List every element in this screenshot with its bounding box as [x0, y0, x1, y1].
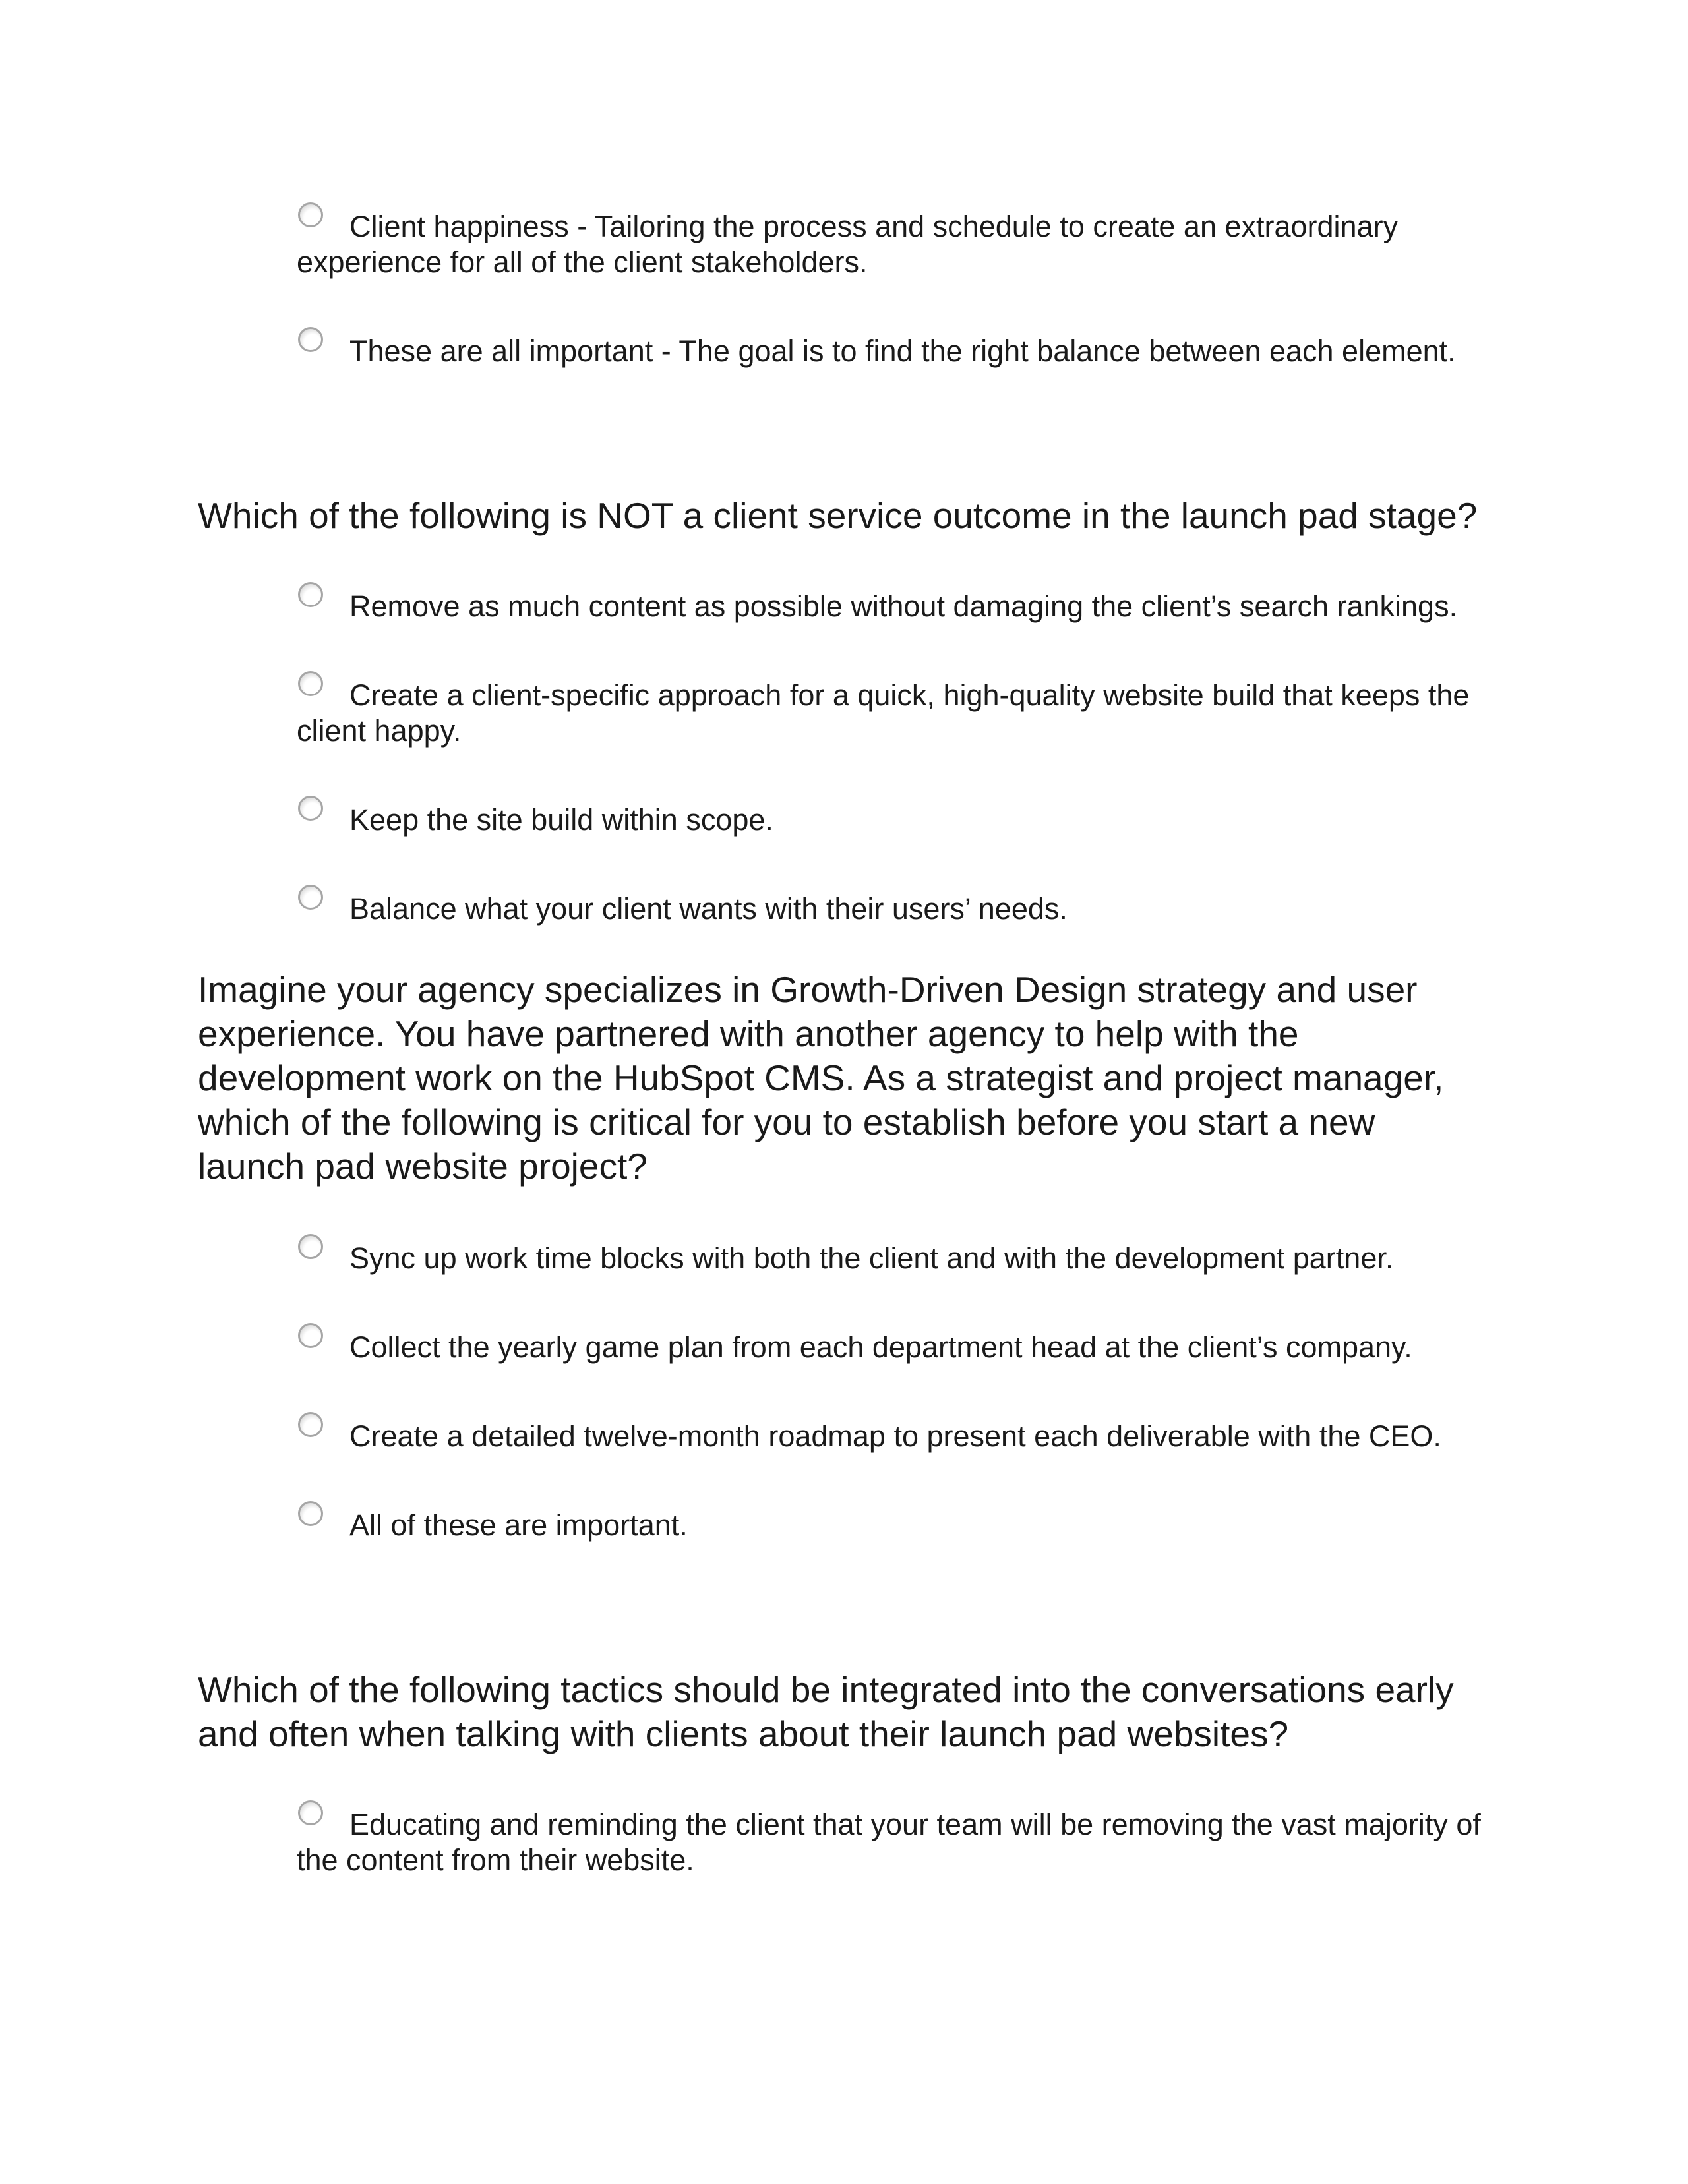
radio-button-icon[interactable] [298, 885, 323, 910]
option-label: Create a client-specific approach for a quick, high-quality website build that keeps the client happy. [297, 678, 1470, 748]
option-label: Keep the site build within scope. [349, 803, 773, 837]
radio-button-icon[interactable] [298, 582, 323, 607]
radio-button-icon[interactable] [298, 671, 323, 696]
answer-option[interactable] [297, 334, 1517, 369]
option-label: Collect the yearly game plan from each department head at the client’s company. [349, 1330, 1412, 1364]
answer-option[interactable] [297, 802, 1517, 838]
option-label: Educating and reminding the client that your team will be removing the vast majority of the content from their website. [297, 1808, 1481, 1877]
radio-button-icon[interactable] [298, 1323, 323, 1348]
radio-button-icon[interactable] [298, 1800, 323, 1825]
answer-option[interactable] [297, 1330, 1517, 1365]
option-label: These are all important - The goal is to find the right balance between each element. [349, 334, 1456, 368]
option-label: Remove as much content as possible without damaging the client’s search rankings. [349, 589, 1458, 623]
radio-button-icon[interactable] [298, 1412, 323, 1437]
radio-button-icon[interactable] [298, 796, 323, 821]
question-text: Which of the following tactics should be integrated into the conversations early and often when talking with clients about their launch pad websites? [198, 1669, 1454, 1754]
option-label: Client happiness - Tailoring the process and schedule to create an extraordinary experience for all of the client stakeholders. [297, 210, 1399, 279]
question-text: Which of the following is NOT a client service outcome in the launch pad stage? [198, 495, 1478, 536]
answer-option[interactable] [297, 891, 1517, 927]
option-label: Create a detailed twelve-month roadmap to present each deliverable with the CEO. [349, 1419, 1441, 1453]
answer-option[interactable] [297, 678, 1517, 749]
answer-option[interactable] [297, 1241, 1517, 1276]
option-label: All of these are important. [349, 1508, 688, 1542]
answer-option[interactable] [297, 209, 1517, 280]
answer-option[interactable] [297, 1419, 1517, 1454]
option-label: Sync up work time blocks with both the client and with the development partner. [349, 1241, 1394, 1275]
radio-button-icon[interactable] [298, 202, 323, 227]
radio-button-icon[interactable] [298, 1501, 323, 1526]
radio-button-icon[interactable] [298, 327, 323, 352]
option-label: Balance what your client wants with their users’ needs. [349, 892, 1068, 926]
answer-option[interactable] [297, 1807, 1517, 1878]
answer-option[interactable] [297, 589, 1517, 624]
radio-button-icon[interactable] [298, 1234, 323, 1259]
answer-option[interactable] [297, 1508, 1517, 1543]
question-text: Imagine your agency specializes in Growth-Driven Design strategy and user experience. You have partnered with another agency to help with the development work on the HubSpot CMS. As a strategist and project manager, which of the following is critical for you to establish before you start a new launch pad website project? [198, 969, 1444, 1187]
